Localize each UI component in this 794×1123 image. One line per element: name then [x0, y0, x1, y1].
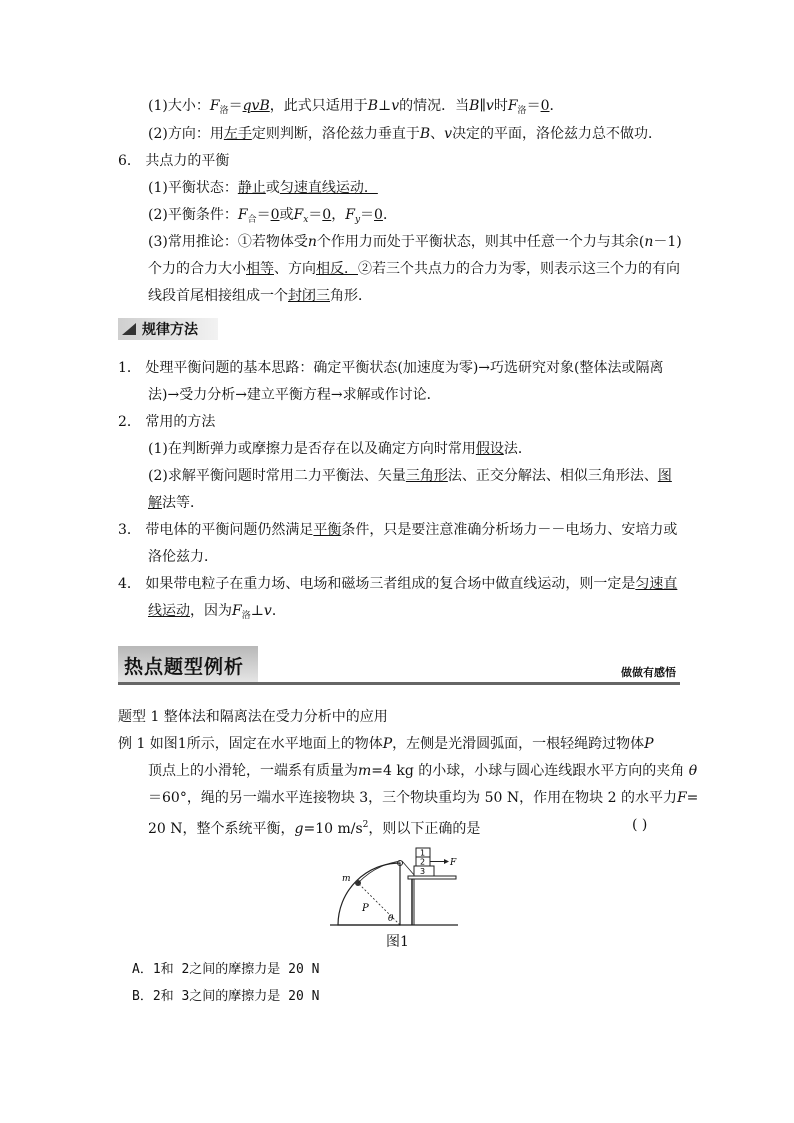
text: 3． 带电体的平衡问题仍然满足: [118, 522, 314, 538]
mass-label: m: [342, 874, 351, 884]
text: ．: [549, 98, 564, 114]
text: 0: [322, 207, 332, 223]
text: 或: [279, 207, 294, 223]
method-2-heading: 2． 常用的方法: [118, 414, 216, 430]
text: ，此式只适用于: [269, 98, 368, 114]
method-2-1: [148, 439, 532, 459]
banner-title: 热点题型例析: [124, 656, 245, 678]
text: (1)在判断弹力或摩擦力是否存在以及确定方向时常用: [148, 441, 476, 457]
text: F: [293, 207, 304, 223]
text: 、: [430, 126, 445, 142]
text: F: [345, 207, 355, 223]
method-4-line-1: [118, 574, 677, 594]
text: 匀速直: [635, 576, 678, 592]
text: B: [469, 98, 480, 114]
block-2-label: 2: [420, 857, 426, 867]
option-a: A．1和 2之间的摩擦力是 20 N: [132, 962, 320, 977]
text: ＝: [256, 207, 271, 223]
example-line-2: [148, 761, 697, 781]
text: 时: [493, 98, 508, 114]
text: ＝: [526, 98, 541, 114]
text: x: [303, 215, 309, 225]
item-6-heading: 6． 共点力的平衡: [118, 153, 230, 169]
text: P: [382, 736, 393, 752]
text: =4 kg 的小球，小球与圆心连线跟水平方向的夹角: [371, 763, 689, 779]
text: 相等: [246, 261, 274, 277]
section-title: 规律方法: [142, 322, 198, 338]
text: ∥: [479, 98, 486, 114]
text: 条件，只是要注意准确分析场力－－电场力、安培力或: [341, 522, 678, 538]
figure-caption: 图1: [386, 934, 409, 950]
text: F: [676, 790, 687, 806]
text: (3)常用推论：①若物体受: [148, 234, 308, 250]
text: F: [232, 603, 242, 619]
text: F: [507, 98, 518, 114]
text: ，因为: [190, 603, 232, 619]
text: g: [294, 821, 304, 837]
triangle-icon: [122, 323, 136, 335]
text: P: [644, 736, 654, 752]
text: 三角形: [405, 468, 448, 484]
method-2-2-line-2: [148, 493, 204, 513]
text: 的情况．当: [399, 98, 470, 114]
text: =10 m/s: [303, 821, 363, 837]
section-header-methods: [118, 318, 218, 340]
text: 或: [265, 180, 280, 196]
text: 个力的合力大小: [148, 261, 246, 277]
text: 20 N，整个系统平衡，: [148, 821, 295, 837]
text: 洛: [517, 106, 527, 116]
text: (2)方向：用: [148, 126, 224, 142]
text: 平衡: [313, 522, 342, 538]
text: F: [237, 207, 248, 223]
text: 0: [374, 207, 383, 223]
text: 匀速直线运动．: [279, 180, 378, 196]
method-2-2-line-1: [148, 466, 672, 486]
line-force-magnitude: [148, 96, 563, 121]
text: 相反．: [316, 261, 358, 277]
line-corollary-2: [148, 259, 680, 279]
text: (1)平衡状态：: [148, 180, 238, 196]
text: 解: [148, 495, 162, 511]
text: 定则判断，洛伦兹力垂直于: [251, 126, 420, 142]
text: 洛: [219, 106, 229, 116]
text: 顶点上的小滑轮，一端系有质量为: [148, 763, 358, 779]
text: ，左侧是光滑圆弧面，一根轻绳跨过物体: [392, 736, 645, 752]
text: －1): [653, 234, 682, 250]
text: 2: [362, 820, 369, 830]
example-line-4: [148, 815, 480, 839]
text: m: [358, 763, 372, 779]
text: 封闭三: [288, 288, 330, 304]
text: (1)大小：: [148, 98, 210, 114]
text: 洛: [241, 611, 251, 621]
force-label: F: [450, 858, 457, 868]
text: 0: [540, 98, 550, 114]
figure-1: [330, 843, 460, 927]
answer-parentheses: ( ): [632, 817, 648, 833]
text: (2)求解平衡问题时常用二力平衡法、矢量: [148, 468, 406, 484]
text: 线段首尾相接组成一个: [148, 288, 288, 304]
text: ．: [382, 207, 397, 223]
text: 4． 如果带电粒子在重力场、电场和磁场三者组成的复合场中做直线运动，则一定是: [118, 576, 636, 592]
text: n: [307, 234, 317, 250]
text: 角形．: [330, 288, 372, 304]
text: v: [391, 98, 400, 114]
method-1-line-1: 1． 处理平衡问题的基本思路：确定平衡状态(加速度为零)→巧选研究对象(整体法或隔离: [118, 360, 664, 376]
text: 例 1 如图1所示，固定在水平地面上的物体: [118, 736, 383, 752]
body-label: P: [362, 903, 369, 914]
text: v: [485, 98, 494, 114]
line-corollary-1: [148, 232, 682, 252]
example-line-1: [118, 734, 654, 754]
text: 图: [657, 468, 672, 484]
text: 静止: [237, 180, 266, 196]
line-equilibrium-condition: [148, 205, 397, 230]
option-b: B．2和 3之间的摩擦力是 20 N: [132, 989, 320, 1004]
text: n: [644, 234, 654, 250]
text: B: [367, 98, 379, 114]
method-3-line-1: [118, 520, 677, 540]
text: F: [209, 98, 220, 114]
text: y: [354, 215, 361, 225]
text: (2)平衡条件：: [148, 207, 238, 223]
rope-right: [402, 861, 415, 876]
question-type-1: 题型 1 整体法和隔离法在受力分析中的应用: [118, 709, 388, 725]
text: 合: [247, 215, 257, 225]
text: ，则以下正确的是: [368, 821, 481, 837]
banner-rule: [118, 682, 680, 685]
text: ＝: [360, 207, 375, 223]
line-equilibrium-state: [148, 178, 378, 198]
text: 左手: [223, 126, 252, 142]
arrow-head-icon: [444, 859, 449, 864]
section-banner-hot-topics: [118, 646, 680, 686]
method-1-line-2: 法)→受力分析→建立平衡方程→求解或作讨论．: [148, 387, 441, 403]
text: ．: [271, 603, 286, 619]
text: ，: [331, 207, 346, 223]
rope-left: [358, 861, 400, 883]
text: ＝60°，绳的另一端水平连接物块 3，三个物块重均为 50 N，作用在物块 2 的水平力: [148, 790, 677, 806]
text: 法、正交分解法、相似三角形法、: [447, 468, 658, 484]
method-4-line-2: [148, 601, 286, 626]
text: 个作用力而处于平衡状态，则其中任意一个力与其余(: [316, 234, 645, 250]
example-line-3: [148, 788, 698, 808]
text: ＝: [228, 98, 243, 114]
angle-label: θ: [388, 914, 394, 924]
text: B: [419, 126, 431, 142]
method-3-line-2: 洛伦兹力．: [148, 549, 218, 565]
line-corollary-3: [148, 286, 372, 306]
banner-tag: 做做有感悟: [621, 666, 676, 679]
text: 线运动: [148, 603, 190, 619]
text: 0: [270, 207, 280, 223]
line-force-direction: [148, 124, 662, 144]
block-1-label: 1: [420, 848, 426, 858]
block-3-label: 3: [420, 867, 426, 876]
text: v: [444, 126, 453, 142]
text: ⊥: [378, 98, 392, 114]
text: 、方向: [274, 261, 316, 277]
text: =: [686, 790, 699, 806]
text: 决定的平面，洛伦兹力总不做功．: [452, 126, 663, 142]
text: ＝: [308, 207, 323, 223]
text: ⊥: [250, 603, 264, 619]
text: ②若三个共点力的合力为零，则表示这三个力的有向: [358, 261, 680, 277]
text: 法等．: [162, 495, 204, 511]
text: qvB: [242, 98, 270, 114]
text: 假设: [475, 441, 504, 457]
text: v: [263, 603, 272, 619]
text: θ: [688, 763, 698, 779]
text: 法．: [503, 441, 532, 457]
